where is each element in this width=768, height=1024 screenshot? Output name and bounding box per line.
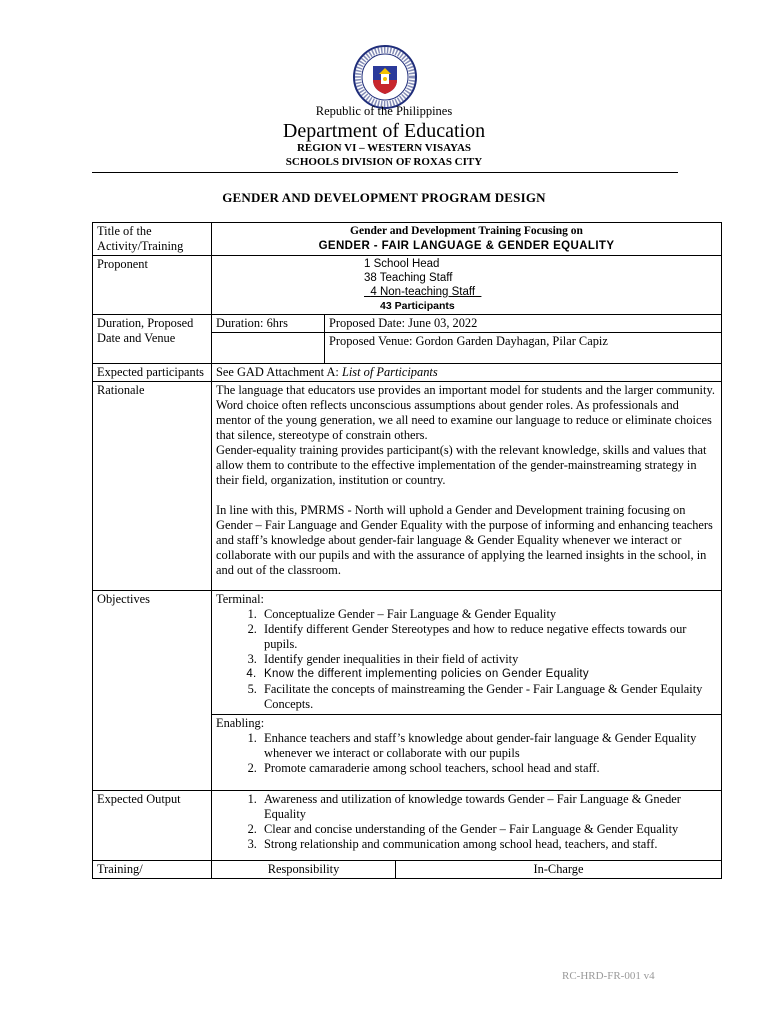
terminal-objective-item: 4. Know the different implementing policies on Gender Equality [260, 667, 717, 682]
duration-blank-cell [212, 333, 325, 364]
duration-label: Duration, Proposed Date and Venue [93, 315, 212, 364]
rationale-paragraph: In line with this, PMRMS - North will uphold a Gender and Development training focusing on Gender – Fair Language and Gender Equality with the purpose of informing and enhancing teachers and staff’s knowledge about gender-fair language & Gender Equality whenever we interact or collaborate with our pupils and with the assurance of applying the learned insights in the school, in and out of the classroom. [216, 503, 713, 577]
training-label: Training/ [93, 861, 212, 879]
responsibility-header: Responsibility [212, 861, 396, 878]
rationale-paragraph: Gender-equality training provides participant(s) with the relevant knowledge, skills and values that allow them to contribute to the effective implementation of the gender-mainstreaming strategy in their field, organization, institution or country. [216, 443, 707, 487]
proponent-label: Proponent [93, 256, 212, 315]
title-line-2: GENDER - FAIR LANGUAGE & GENDER EQUALITY [318, 240, 615, 252]
objectives-value [212, 591, 722, 791]
participants-value [212, 364, 722, 382]
proponent-value [212, 256, 722, 315]
document-title: GENDER AND DEVELOPMENT PROGRAM DESIGN [222, 190, 546, 205]
objectives-row [93, 591, 722, 791]
terminal-objectives [212, 591, 721, 715]
training-row [93, 861, 722, 879]
terminal-objective-item: 5. Facilitate the concepts of mainstreaming the Gender - Fair Language & Gender Equlaity Concepts. [260, 682, 717, 712]
objectives-label: Objectives [93, 591, 212, 791]
enabling-label: Enabling: [216, 716, 265, 730]
terminal-objective-item: 2. Identify different Gender Stereotypes and how to reduce negative effects towards our pupils. [260, 622, 717, 652]
region-heading: REGION VI – WESTERN VISAYAS [296, 142, 472, 154]
department-heading: Department of Education [282, 120, 486, 142]
terminal-label: Terminal: [216, 592, 264, 606]
deped-seal-logo [352, 44, 418, 110]
proponent-total: 43 Participants [380, 300, 455, 312]
duration-hours: Duration: 6hrs [212, 315, 325, 333]
participants-label: Expected participants [93, 364, 212, 382]
division-heading: SCHOOLS DIVISION OF ROXAS CITY [285, 156, 483, 168]
participants-attachment-link[interactable]: List of Participants [341, 365, 438, 379]
terminal-objective-item: 1. Conceptualize Gender – Fair Language & Gender Equality [260, 607, 717, 622]
participants-prefix: See GAD Attachment A: [216, 365, 342, 379]
proposed-venue: Proposed Venue: Gordon Garden Dayhagan, Pilar Capiz [329, 334, 608, 348]
participants-row [93, 364, 722, 382]
proponent-item: 4 Non-teaching Staff [370, 286, 476, 298]
rationale-paragraph: The language that educators use provides an important model for students and the larger community. Word choice often reflects unconscious assumptions about gender roles. As professionals and mentor of the young generation, we all need to examine our language to reduce or eliminate choices that silence, stereotype of constrain others. [216, 383, 715, 442]
enabling-objective-item: 1. Enhance teachers and staff’s knowledge about gender-fair language & Gender Equality whenever we interact or collaborate with our pupils [260, 731, 717, 761]
enabling-objective-item: 2. Promote camaraderie among school teachers, school head and staff. [260, 761, 717, 776]
proponent-item: 1 School Head [364, 258, 440, 270]
rationale-value [212, 382, 722, 591]
rationale-label: Rationale [93, 382, 212, 591]
title-label: Title of the Activity/Training [93, 223, 212, 256]
proponent-item: 38 Teaching Staff [364, 272, 453, 284]
republic-heading: Republic of the Philippines [315, 104, 453, 118]
expected-output-value [212, 791, 722, 861]
duration-value [212, 315, 722, 364]
enabling-objectives [212, 715, 721, 790]
program-design-table [92, 222, 722, 879]
terminal-objective-item: 3. Identify gender inequalities in their field of activity [260, 652, 717, 667]
title-value [212, 223, 722, 256]
header-divider [92, 172, 678, 173]
form-code-footer: RC-HRD-FR-001 v4 [562, 970, 655, 982]
title-line-1: Gender and Development Training Focusing on [350, 225, 583, 237]
expected-output-item: 2. Clear and concise understanding of the Gender – Fair Language & Gender Equality [260, 822, 717, 837]
in-charge-header: In-Charge [533, 862, 584, 876]
expected-output-item: 3. Strong relationship and communication among school head, teachers, and staff. [260, 837, 717, 852]
expected-output-row [93, 791, 722, 861]
title-row [93, 223, 722, 256]
duration-row [93, 315, 722, 364]
expected-output-label: Expected Output [93, 791, 212, 861]
proposed-date: Proposed Date: June 03, 2022 [325, 315, 722, 333]
expected-output-item: 1. Awareness and utilization of knowledge towards Gender – Fair Language & Gneder Equality [260, 792, 717, 822]
proponent-row [93, 256, 722, 315]
training-value [212, 861, 722, 879]
rationale-row [93, 382, 722, 591]
